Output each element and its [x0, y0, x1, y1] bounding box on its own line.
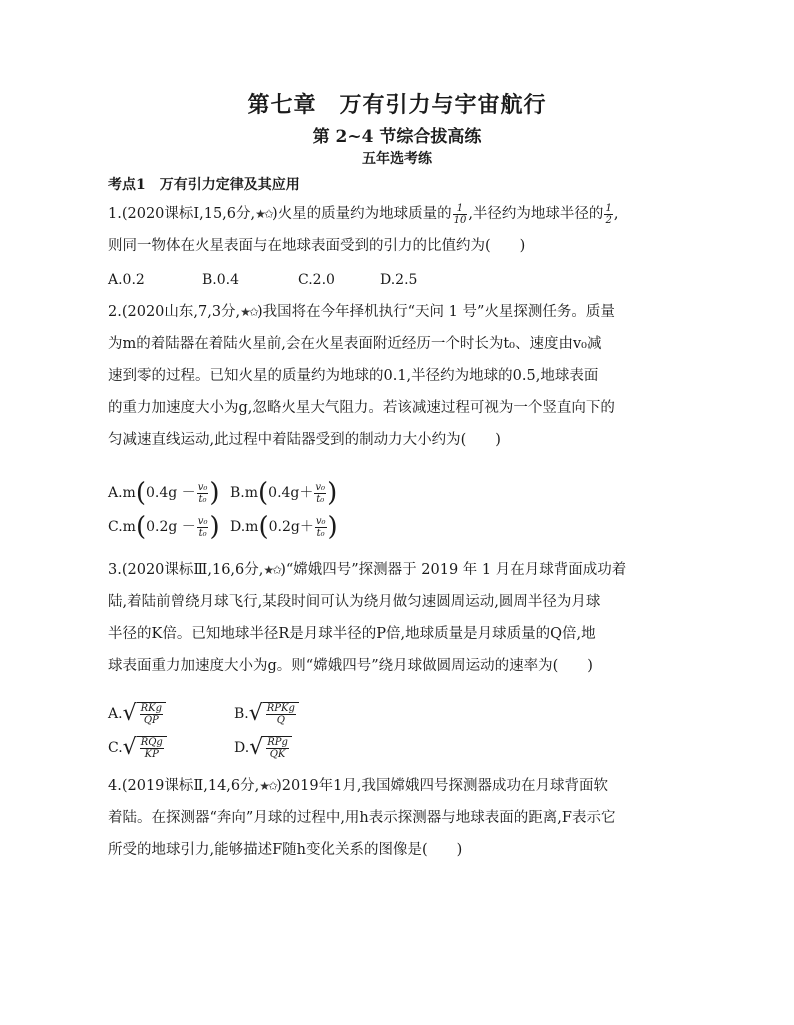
fraction-numerator: 1 — [605, 202, 612, 214]
question-2-line-3: 速到零的过程。已知火星的质量约为地球的0.1,半径约为地球的0.5,地球表面 — [108, 368, 599, 384]
question-2-line-4: 的重力加速度大小为g,忽略火星大气阻力。若该减速过程可视为一个竖直向下的 — [108, 400, 615, 416]
left-paren: ( — [258, 478, 269, 508]
option-c-expr: 0.2g － — [146, 519, 196, 535]
fraction-denominator: t₀ — [198, 493, 207, 505]
question-2-options-row-1 — [108, 478, 337, 508]
fraction-denominator: t₀ — [198, 527, 207, 539]
fraction-numerator: RKg — [140, 703, 162, 714]
option-b-expr: 0.4g＋ — [268, 485, 314, 501]
question-3-text: )“嫦娥四号”探测器于 2019 年 1 月在月球背面成功着 — [280, 562, 627, 578]
question-1-line-2: 则同一物体在火星表面与在地球表面受到的引力的比值约为( ) — [108, 238, 526, 254]
question-4-line-3: 所受的地球引力,能够描述F随h变化关系的图像是( ) — [108, 842, 463, 858]
radical-sign: √ — [122, 735, 137, 760]
option-b[interactable] — [230, 478, 337, 508]
right-paren: ) — [327, 512, 338, 542]
question-3 — [108, 554, 693, 682]
question-1-options — [108, 272, 417, 288]
question-3-line-4: 球表面重力加速度大小为g。则“嫦娥四号”绕月球做圆周运动的速率为( ) — [108, 658, 593, 674]
question-3-line-2: 陆,着陆前曾绕月球飞行,某段时间可认为绕月做匀速圆周运动,圆周半径为月球 — [108, 594, 601, 610]
fraction-numerator: RQg — [140, 737, 163, 748]
option-d[interactable] — [230, 512, 338, 542]
fraction-one-tenth — [453, 203, 468, 226]
question-4-line-1 — [108, 770, 693, 802]
option-c[interactable] — [108, 512, 230, 542]
question-1-text-c: , — [613, 206, 619, 222]
fraction-v0-t0 — [315, 516, 327, 539]
fraction-numerator: v₀ — [197, 481, 208, 493]
question-4-text: )2019年1月,我国嫦娥四号探测器成功在月球背面软 — [276, 778, 608, 794]
option-c-prefix: C.m — [108, 519, 136, 535]
fraction-numerator: v₀ — [315, 515, 326, 527]
option-c-label: C. — [108, 740, 123, 756]
fraction-denominator: Q — [276, 715, 285, 726]
question-3-line-3: 半径的K倍。已知地球半径R是月球半径的P倍,地球质量是月球质量的Q倍,地 — [108, 626, 596, 642]
question-2-options-row-2 — [108, 512, 338, 542]
left-paren: ( — [135, 478, 146, 508]
sqrt-expression — [123, 736, 167, 760]
section-title: 第 2~4 节综合拔高练 — [312, 127, 482, 147]
option-a-expr: 0.4g － — [146, 485, 196, 501]
option-b[interactable] — [234, 702, 299, 726]
option-b[interactable]: B.0.4 — [202, 272, 240, 288]
question-3-prefix: 3.(2020课标Ⅲ,16,6分, — [108, 562, 264, 578]
fraction-denominator: QP — [143, 715, 159, 726]
question-1-text-a: )火星的质量约为地球质量的 — [271, 206, 452, 222]
question-4 — [108, 770, 693, 866]
fraction-numerator: 1 — [453, 203, 468, 215]
question-1-prefix: 1.(2020课标Ⅰ,15,6分, — [108, 206, 256, 222]
fraction-numerator: v₀ — [315, 481, 326, 493]
question-2-line-5: 匀减速直线运动,此过程中着陆器受到的制动力大小约为( ) — [108, 432, 501, 448]
option-d-prefix: D.m — [230, 519, 259, 535]
option-c[interactable] — [108, 736, 234, 760]
right-paren: ) — [327, 478, 338, 508]
option-a-prefix: A.m — [108, 485, 136, 501]
question-2-prefix: 2.(2020山东,7,3分, — [108, 304, 241, 320]
question-4-line-2: 着陆。在探测器“奔向”月球的过程中,用h表示探测器与地球表面的距离,F表示它 — [108, 810, 616, 826]
right-paren: ) — [209, 512, 220, 542]
fraction — [140, 703, 163, 726]
fraction-v0-t0 — [197, 516, 209, 539]
option-d[interactable] — [234, 736, 292, 760]
fraction-denominator: t₀ — [316, 493, 325, 505]
question-2-line-2: 为m的着陆器在着陆火星前,会在火星表面附近经历一个时长为t₀、速度由v₀减 — [108, 336, 602, 352]
question-3-options-row-2 — [108, 736, 292, 760]
fraction — [266, 737, 289, 760]
option-a[interactable] — [108, 478, 230, 508]
fraction-denominator: KP — [144, 749, 159, 760]
fraction — [140, 737, 164, 760]
fraction-numerator: RPKg — [266, 703, 295, 714]
sqrt-expression — [249, 702, 299, 726]
fraction — [266, 703, 296, 726]
question-1 — [108, 198, 693, 262]
fraction-denominator: QK — [269, 749, 286, 760]
star-difficulty-icon: ★✩ — [255, 207, 272, 221]
left-paren: ( — [135, 512, 147, 542]
question-2-text: )我国将在今年择机执行“天问 1 号”火星探测任务。质量 — [256, 304, 615, 320]
fraction-denominator: t₀ — [316, 527, 325, 539]
star-difficulty-icon: ★✩ — [240, 305, 257, 319]
chapter-title: 第七章 万有引力与宇宙航行 — [247, 92, 547, 118]
question-2-line-1 — [108, 296, 693, 328]
question-1-text-b: ,半径约为地球半径的 — [468, 206, 604, 222]
fraction-denominator: 10 — [453, 214, 467, 226]
right-paren: ) — [209, 478, 220, 508]
radical-sign: √ — [248, 701, 263, 726]
fraction-numerator: RPg — [267, 737, 288, 748]
fraction-v0-t0 — [197, 482, 209, 505]
option-c[interactable]: C.2.0 — [298, 272, 335, 288]
radical-sign: √ — [122, 701, 137, 726]
sqrt-expression — [123, 702, 166, 726]
sqrt-expression — [249, 736, 292, 760]
question-3-options-row-1 — [108, 702, 299, 726]
option-b-label: B. — [234, 706, 249, 722]
option-d-label: D. — [234, 740, 250, 756]
question-3-line-1 — [108, 554, 693, 586]
radical-sign: √ — [249, 735, 264, 760]
question-4-prefix: 4.(2019课标Ⅱ,14,6分, — [108, 778, 260, 794]
option-a-label: A. — [108, 706, 123, 722]
question-1-line-1 — [108, 198, 693, 230]
fraction-one-half — [604, 203, 612, 226]
option-d-expr: 0.2g＋ — [268, 519, 314, 535]
star-difficulty-icon: ★✩ — [263, 563, 281, 577]
option-a[interactable] — [108, 702, 234, 726]
subsection-title: 五年选考练 — [362, 151, 432, 167]
option-d[interactable]: D.2.5 — [380, 272, 418, 288]
option-b-prefix: B.m — [230, 485, 259, 501]
star-difficulty-icon: ★✩ — [259, 779, 277, 793]
question-2 — [108, 296, 693, 456]
fraction-v0-t0 — [314, 482, 326, 505]
left-paren: ( — [258, 512, 269, 542]
option-a[interactable]: A.0.2 — [108, 272, 145, 288]
fraction-denominator: 2 — [605, 214, 612, 226]
fraction-numerator: v₀ — [197, 515, 208, 527]
topic-heading: 考点1 万有引力定律及其应用 — [108, 177, 300, 193]
